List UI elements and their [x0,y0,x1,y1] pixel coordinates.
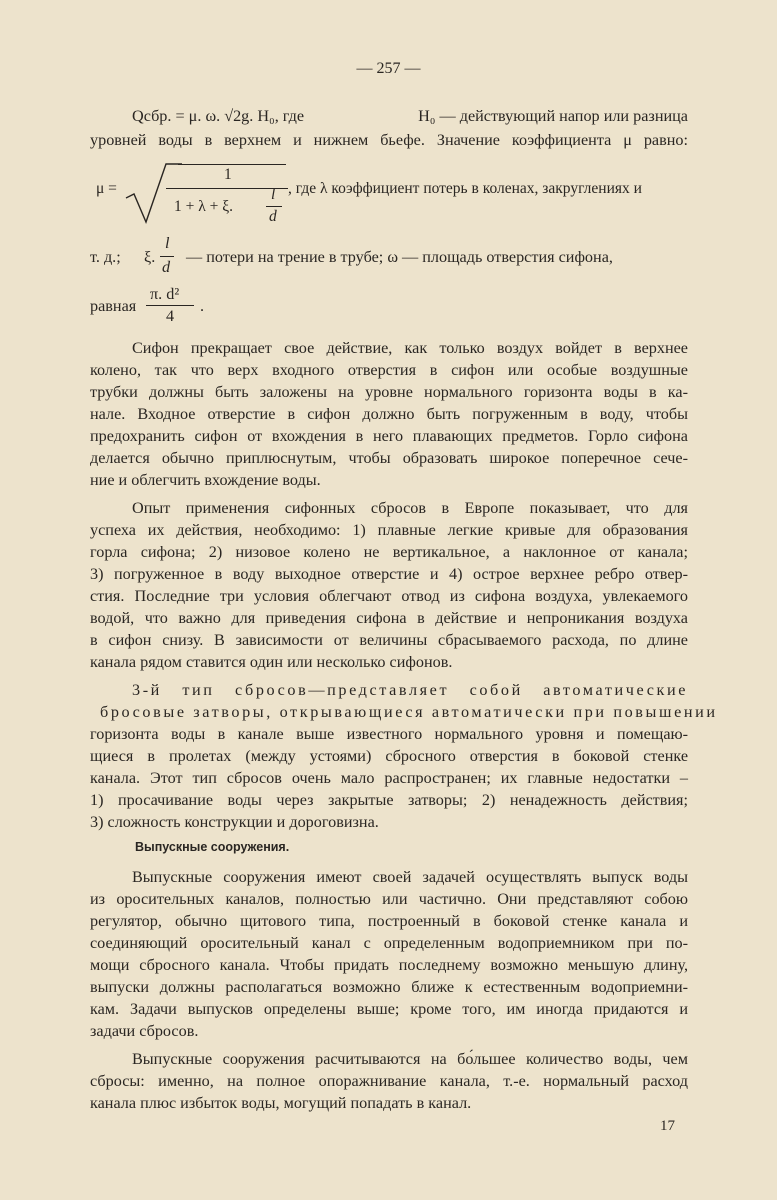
para2-line: стия. Последние три условия облегчают отвод из сифона воздуха, увлекаемого [90,587,688,605]
para5-line: сбросы: именно, на полное опоражнивание канала, т.-е. нормальный расход [90,1072,688,1090]
para4-line: выпуски должны располагаться возможно ближе к естественным водоприемни- [90,978,688,996]
formula-mu-d: d [269,208,277,225]
para2-line: водой, что важно для приведения сифона в действие и непроникания воздуха [90,609,688,627]
area-numerator: π. d² [150,285,180,303]
formula-mu [96,160,696,230]
para2-line: горла сифона; 2) низовое колено не вертикальное, а наклонное от канала; [90,543,688,561]
sqrt-sign-icon [124,160,184,230]
period: . [200,297,205,315]
para3-line: канала. Этот тип сбросов очень мало распространен; их главные недостатки – [90,769,688,787]
para3-line: 1) просачивание воды через закрытые затворы; 2) ненадежность действия; [90,791,688,809]
para4-line: задачи сбросов. [90,1022,199,1040]
para3-line: 3-й тип сбросов—представляет собой автоматические [132,681,688,699]
para3-line: горизонта воды в канале выше известного нормального уровня и помещаю- [90,725,688,743]
para2-line: Опыт применения сифонных сбросов в Европе показывает, что для [132,499,688,517]
para1-line: нале. Входное отверстие в сифон должно быть погруженным в воду, чтобы [90,405,688,423]
para1-line: трубки должны быть заложены на уровне нормального горизонта воды в ка- [90,383,688,401]
friction-text: — потери на трение в трубе; ω — площадь отверстия сифона, [186,248,613,266]
para4-line: из оросительных каналов, полностью или частично. Они представляют собою [90,890,688,908]
para4-line: соединяющий оросительный канал с определенным водоприемником при по- [90,934,688,952]
para4-line: регулятор, обычно щитового типа, построенный в боковой стенке канала и [90,912,688,930]
formula-discharge-text: H₀ — действующий напор или разница [418,107,688,125]
l-symbol: l [165,234,170,252]
para1-line: ние и облегчить вхождение воды. [90,471,321,489]
formula-mu-l: l [271,186,276,203]
para3-line: бросовые затворы, открывающиеся автоматически при повышении [100,703,718,721]
d-symbol: d [162,258,171,276]
para2-line: в сифон снизу. В зависимости от величины сбрасываемого расхода, по длине [90,631,688,649]
para3-line: 3) сложность конструкции и дороговизна. [90,813,379,831]
para3-line: щиеся в пролетах (между устоями) сбросного отверстия в боковой стенке [90,747,688,765]
formula-mu-denominator: 1 + λ + ξ. [174,198,234,215]
formula-mu-numerator: 1 [224,166,232,183]
friction-line [90,234,690,274]
para2-line: канала рядом ставится один или несколько сифонов. [90,653,453,671]
formula-discharge: Qсбр. = μ. ω. √2g. H₀, где [132,107,305,125]
formula-mu-symbol: μ = [96,180,117,197]
area-line [90,285,390,327]
area-denominator: 4 [166,307,175,325]
para1-line: колено, так что верх входного отверстия в сифон или особые воздушные [90,361,688,379]
text-line: уровней воды в верхнем и нижнем бьефе. Значение коэффициента μ равно: [90,131,688,149]
section-heading: Выпускные сооружения. [135,840,290,854]
xi-symbol: ξ. [144,248,156,266]
para4-line: Выпускные сооружения имеют своей задачей осуществлять выпуск воды [132,868,688,886]
para4-line: мощи сбросного канала. Чтобы придать последнему возможно меньшую длину, [90,956,688,974]
para2-line: 3) погруженное в воду выходное отверстие и 4) острое верхнее ребро отвер- [90,565,688,583]
formula-discharge-line [132,105,688,127]
para5-line: канала плюс избыток воды, могущий попадать в канал. [90,1094,472,1112]
para4-line: кам. Задачи выпусков определены выше; кроме того, им иногда придаются и [90,1000,688,1018]
para2-line: успеха их действия, необходимо: 1) плавные легкие кривые для образования [90,521,688,539]
formula-mu-caption: , где λ коэффициент потерь в коленах, закруглениях и [288,180,642,197]
area-label: равная [90,297,137,315]
para1-line: Сифон прекращает свое действие, как только воздух войдет в верхнее [132,339,688,357]
footer-signature-number: 17 [660,1118,675,1134]
para5-line: Выпускные сооружения расчитываются на бо́льшее количество воды, чем [132,1050,688,1068]
para1-line: предохранить сифон от вхождения в него плавающих предметов. Горло сифона [90,427,688,445]
line-start: т. д.; [90,248,121,266]
page-number: — 257 — [356,60,421,77]
para1-line: делается обычно приплюснутым, чтобы образовать широкое поперечное сече- [90,449,688,467]
